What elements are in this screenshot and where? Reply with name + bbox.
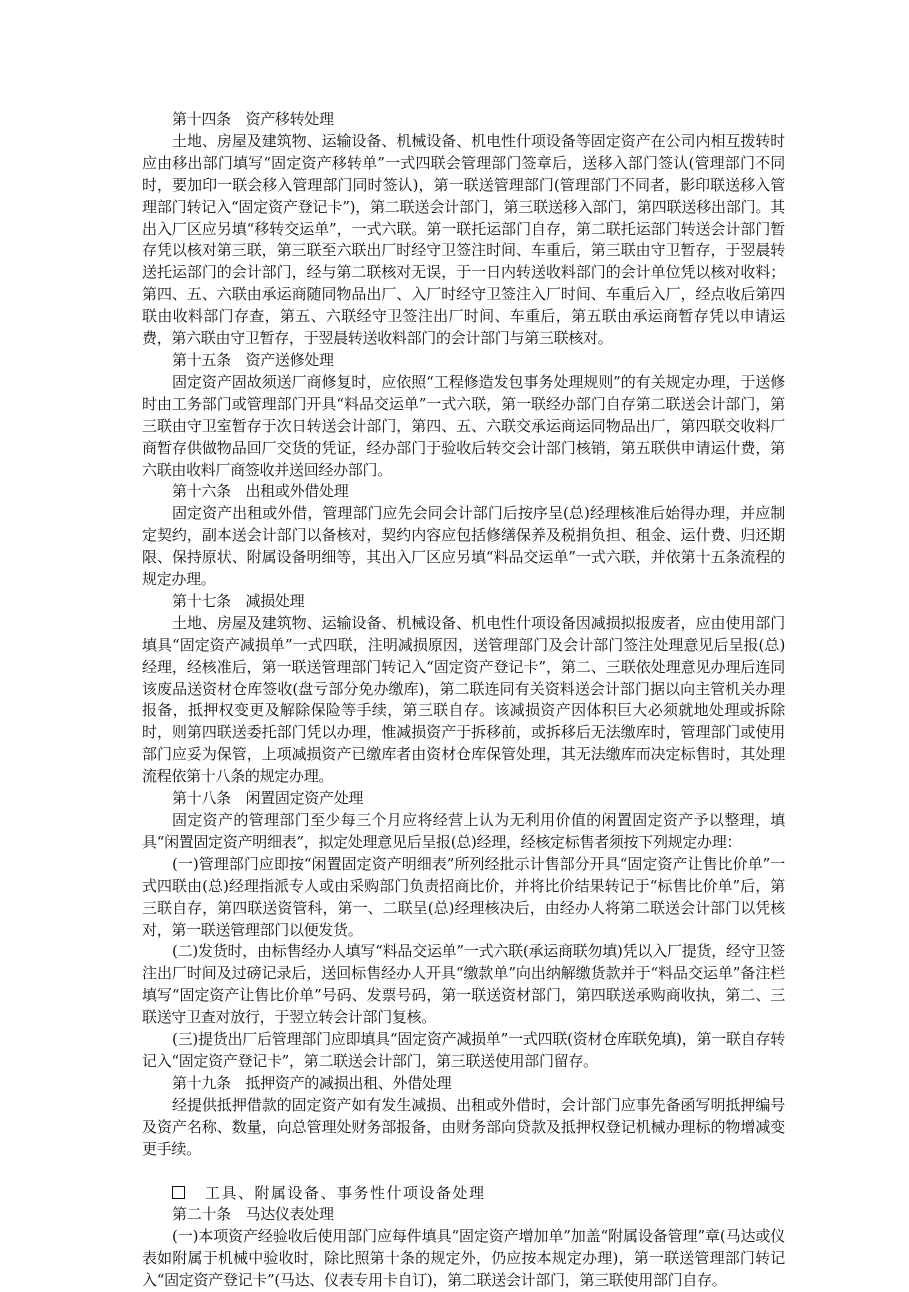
article-14-title: 第十四条 资产移转处理 [172, 110, 334, 128]
article-18-title: 第十八条 闲置固定资产处理 [172, 789, 364, 808]
article-18-body: 固定资产的管理部门至少每三个月应将经营上认为无利用价值的闲置固定资产予以整理，填具“闲置固定资产明细表”，拟定处理意见后呈报(总)经理，经核定标售者须按下列规定办理： [142, 811, 785, 851]
article-14-body: 土地、房屋及建筑物、运输设备、机械设备、机电性什项设备等固定资产在公司内相互拨转时应由移出部门填写“固定资产移转单”一式四联会管理部门签章后，送移入部门签认(管理部门不同时，要加印一联会移入管理部门同时签认)，第一联送管理部门(管理部门不同者，影印联送移入管理部门转记入“固定资产登记卡”)，第二联送会计部门，第三联送移入部门，第四联送移出部门。其出入厂区应另填“移转交运单”，一式六联。第一联托运部门自存，第二联托运部门转送会计部门暂存凭以核对第三联，第三联至六联出厂时经守卫签注时间、车重后，第三联由守卫暂存，于翌晨转送托运部门的会计部门，经与第二联核对无误，于一日内转送收料部门的会计单位凭以核对收料；第四、五、六联由承运商随同物品出厂、入厂时经守卫签注入厂时间、车重后入厂，经点收后第四联由收料部门存查，第五、六联经守卫签注出厂时间、车重后，第五联由承运商暂存凭以申请运费，第六联由守卫暂存，于翌晨转送收料部门的会计部门与第三联核对。 [142, 131, 785, 348]
article-19-title: 第十九条 抵押资产的减损出租、外借处理 [172, 1073, 452, 1092]
article-18-item-3: (三)提货出厂后管理部门应即填具“固定资产减损单”一式四联(资材仓库联免填)，第一联自存转记入“固定资产登记卡”，第二联送会计部门，第三联送使用部门留存。 [142, 1030, 785, 1070]
article-15-title: 第十五条 资产送修处理 [172, 350, 334, 369]
document-body [142, 109, 785, 1292]
section-spacer [142, 1161, 785, 1183]
article-17-title: 第十七条 减损处理 [172, 591, 305, 610]
article-16-title: 第十六条 出租或外借处理 [172, 482, 349, 501]
article-18-item-2: (二)发货时，由标售经办人填写“料品交运单”一式六联(承运商联勿填)凭以入厂提货，经守卫签注出厂时间及过磅记录后，送回标售经办人开具“缴款单”向出纳解缴货款并于“料品交运单”备注栏填写“固定资产让售比价单”号码、发票号码，第一联送资材部门，第四联送承购商收执，第二、三联送守卫查对放行，于翌立转会计部门复核。 [142, 942, 785, 1027]
section-heading [142, 1183, 785, 1205]
article-20-title: 第二十条 马达仪表处理 [172, 1205, 334, 1224]
article-20-item-1: (一)本项资产经验收后使用部门应每件填具“固定资产增加单”加盖“附属设备管理”章(马达或仪表如附属于机械中验收时，除比照第十条的规定外，仍应按本规定办理)，第一联送管理部门转记入“固定资产登记卡”(马达、仪表专用卡自订)，第二联送会计部门，第三联使用部门自存。 [142, 1227, 785, 1290]
article-16-body: 固定资产出租或外借，管理部门应先会同会计部门后按序呈(总)经理核准后始得办理，并应制定契约，副本送会计部门以备核对，契约内容应包括修缮保养及税捐负担、租金、运什费、归还期限、保持原状、附属设备明细等，其出入厂区应另填“料品交运单”一式六联，并依第十五条流程的规定办理。 [142, 504, 785, 589]
article-19-body: 经提供抵押借款的固定资产如有发生减损、出租或外借时，会计部门应事先备函写明抵押编号及资产名称、数量，向总管理处财务部报备，由财务部向贷款及抵押权登记机械办理标的物增减变更手续。 [142, 1095, 785, 1158]
section-heading-text: 工具、附属设备、事务性什项设备处理 [205, 1183, 486, 1202]
article-15-body: 固定资产固故须送厂商修复时，应依照“工程修造发包事务处理规则”的有关规定办理，于送修时由工务部门或管理部门开具“料品交运单”一式六联，第一联经办部门自存第二联送会计部门，第三联由守卫室暂存于次日转送会计部门，第四、五、六联交承运商运同物品出厂，第四联交收料厂商暂存供做物品回厂交货的凭证，经办部门于验收后转交会计部门核销，第五联供申请运什费，第六联由收料厂商签收并送回经办部门。 [142, 372, 785, 479]
article-17-body: 土地、房屋及建筑物、运输设备、机械设备、机电性什项设备因减损拟报废者，应由使用部门填具“固定资产减损单”一式四联，注明减损原因，送管理部门及会计部门签注处理意见后呈报(总)经理，经核准后，第一联送管理部门转记入“固定资产登记卡”，第二、三联依处理意见办理后连同该废品送资材仓库签收(盘亏部分免办缴库)，第二联连同有关资料送会计部门据以向主管机关办理报备，抵押权变更及解除保险等手续，第三联自存。该减损资产因体积巨大必须就地处理或拆除时，则第四联送委托部门凭以办理，惟减损资产于拆移前，或拆移后无法缴库时，管理部门或使用部门应妥为保管，上项减损资产已缴库者由资材仓库保管处理，其无法缴库而决定标售时，其处理流程依第十八条的规定办理。 [142, 613, 785, 786]
article-18-item-1: (一)管理部门应即按“闲置固定资产明细表”所列经批示计售部分开具“固定资产让售比价单”一式四联由(总)经理指派专人或由采购部门负责招商比价，并将比价结果转记于“标售比价单”后，第三联自存，第四联送资管科，第一、二联呈(总)经理核决后，由经办人将第二联送会计部门以凭核对，第一联送管理部门以便发货。 [142, 854, 785, 939]
checkbox-square-icon [172, 1186, 185, 1199]
